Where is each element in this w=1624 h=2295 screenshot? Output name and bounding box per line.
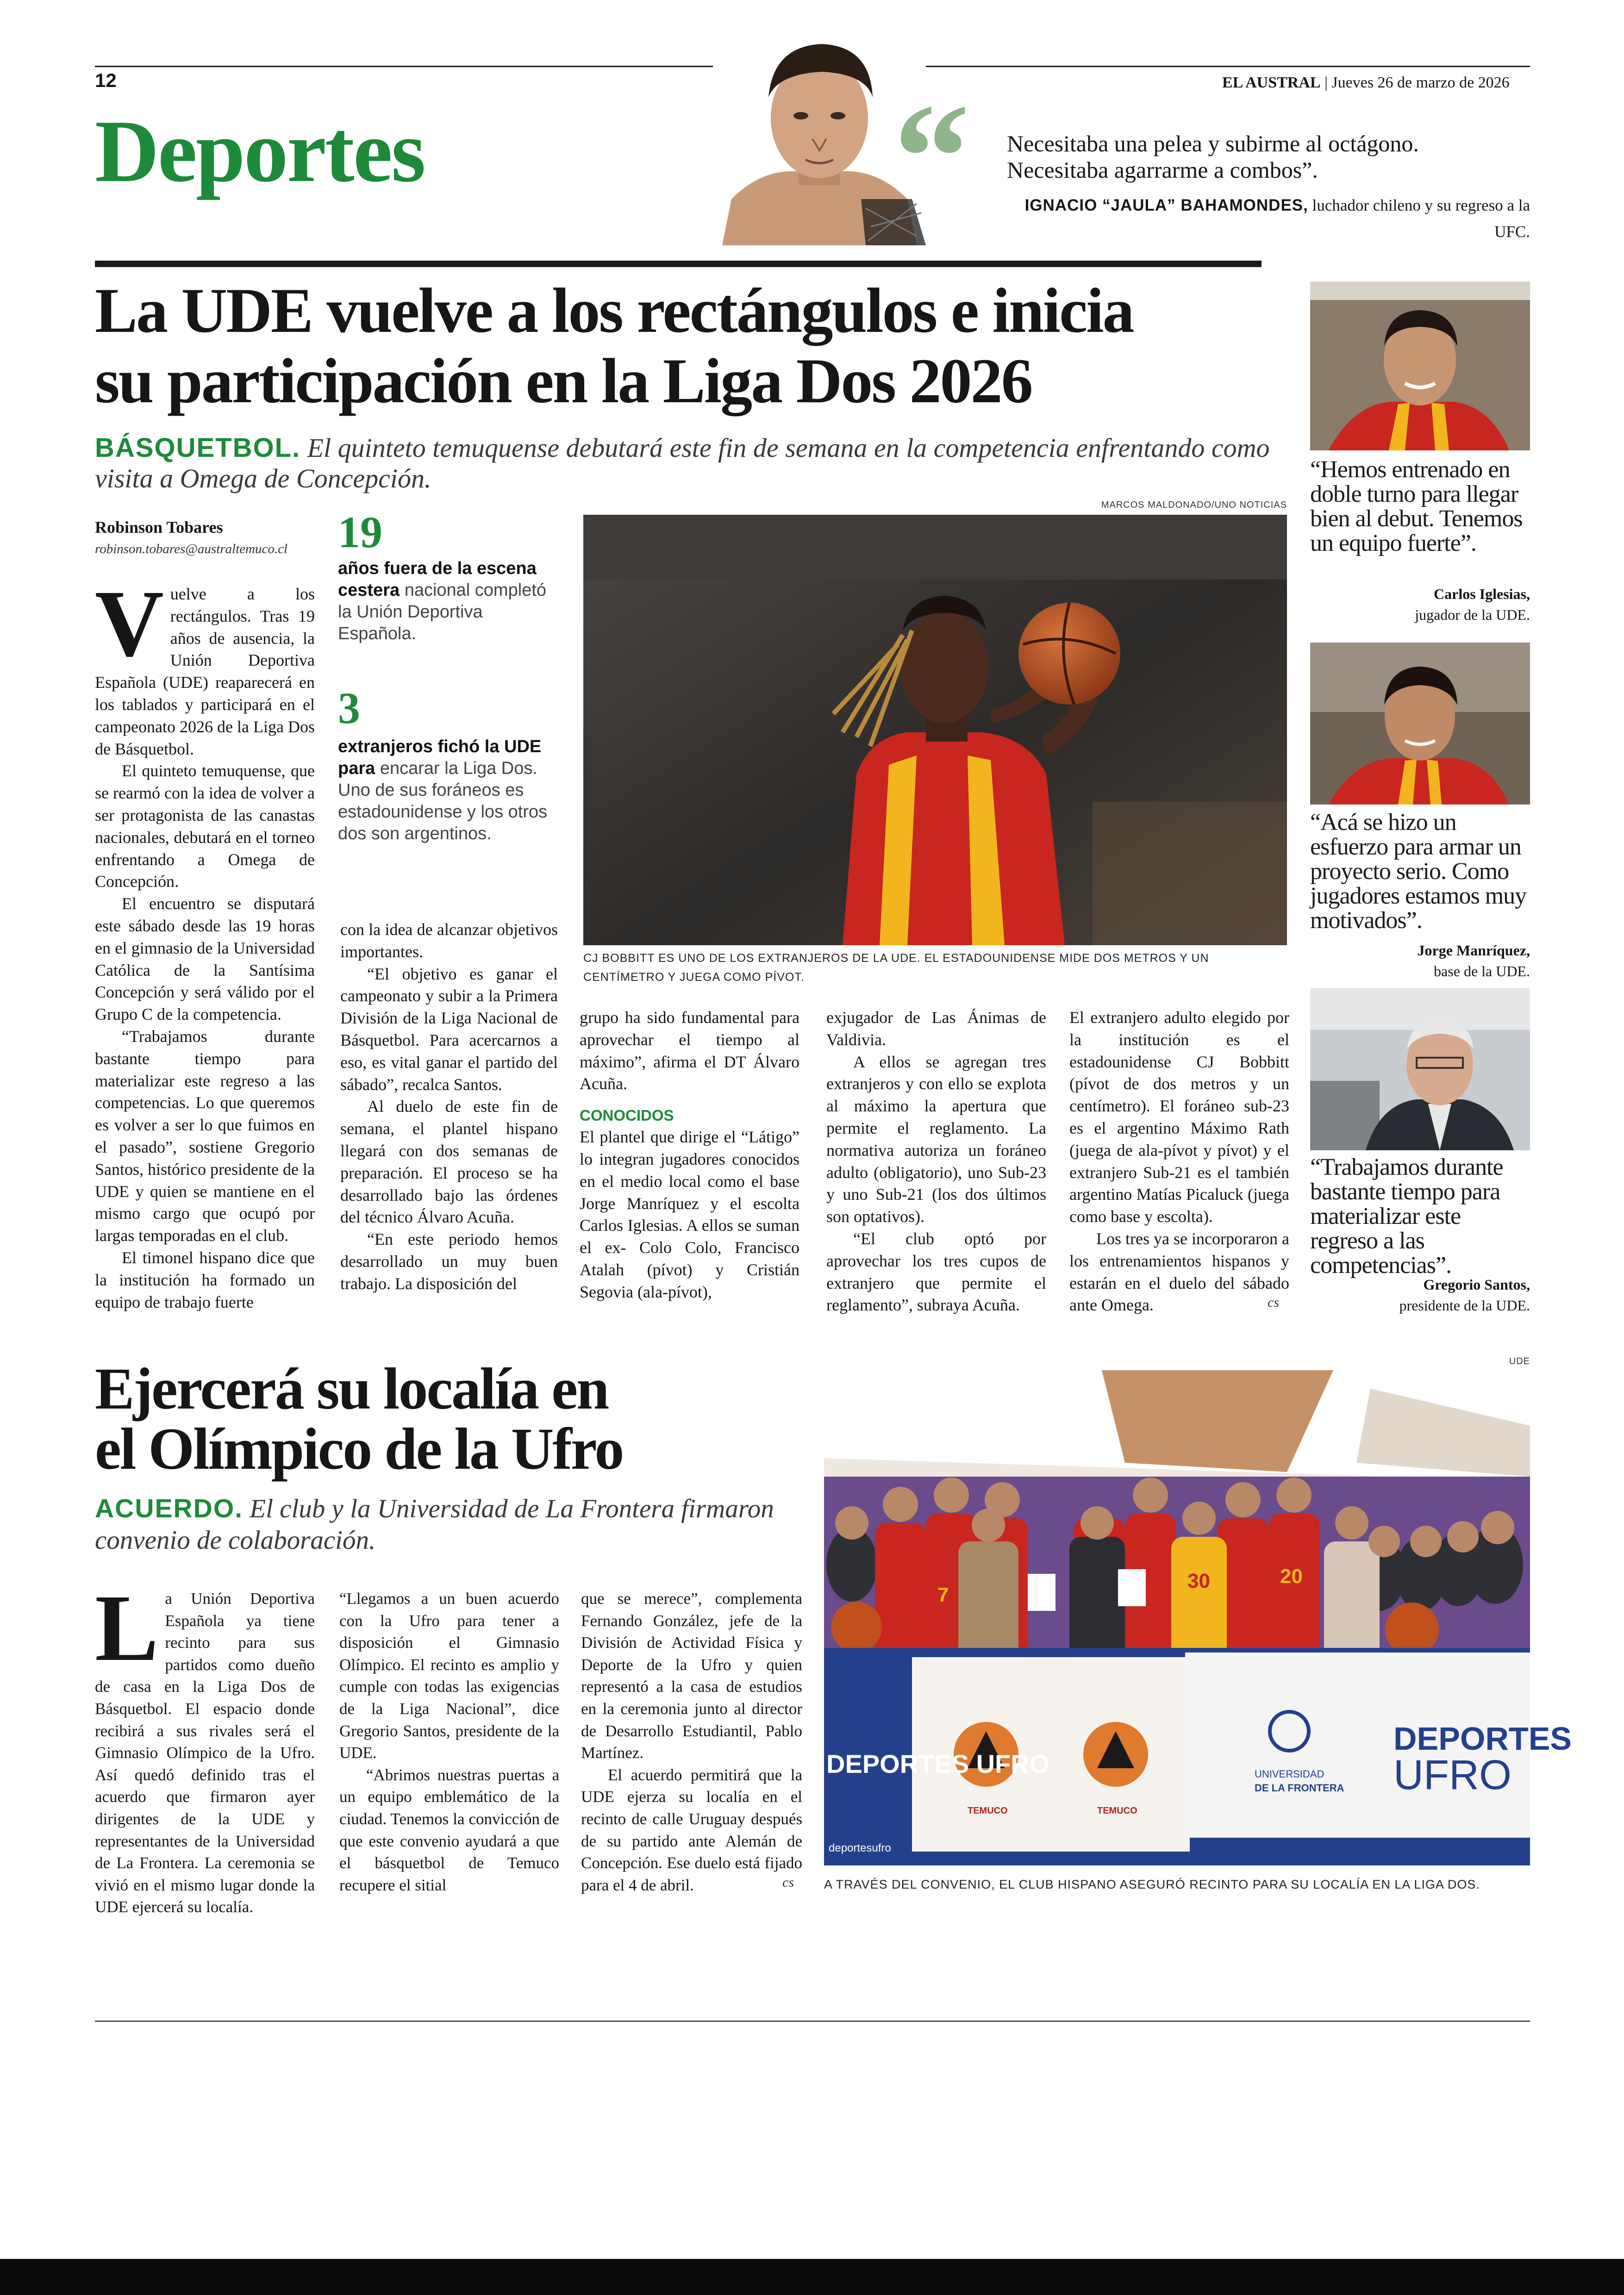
story-top-rule [95, 261, 1262, 267]
crest-label-2: TEMUCO [1097, 1806, 1137, 1816]
main-headline-line1: La UDE vuelve a los rectángulos e inicia [95, 275, 1133, 346]
main-col1-p5: El timonel hispano dice que la institución ha formado un equipo de trabajo fuerte [95, 1248, 315, 1311]
main-deck-text: El quinteto temuquense debutará este fin de semana en la competencia enfrentando como visita a Omega de Concepción. [95, 433, 1270, 493]
header-rule-left [95, 66, 736, 67]
second-kicker: ACUERDO. [95, 1494, 244, 1523]
bottom-bar [0, 2259, 1624, 2295]
stat2-bold: extranjeros fichó la UDE para [338, 737, 542, 778]
sidebar-name-3: Gregorio Santos, [1423, 1276, 1530, 1293]
main-photo [583, 515, 1287, 945]
main-col3-p2: El plantel que dirige el “Látigo” lo integran jugadores conocidos en el medio local como el base Jorge Manríquez y el escolta Carlos Iglesias. A ellos se suman el ex- Colo Colo, Francisco Atalah (pívot) y Cristián Segovia (ala-pívot), [580, 1128, 800, 1301]
quote-mark-icon: “ [893, 73, 970, 242]
second-dropcap: L [95, 1575, 159, 1681]
stat1-bold: años fuera de la escena cestera [338, 559, 537, 600]
masthead: EL AUSTRAL [1222, 74, 1321, 91]
second-col2-p2: “Abrimos nuestras puertas a un equipo emblemático de la ciudad. Tenemos la convicción de que este convenio ayudará a que el básquetbol de Temuco recupere el sitial [339, 1765, 559, 1894]
top-quote-attribution [986, 192, 1530, 245]
main-headline-line2: su participación en la Liga Dos 2026 [95, 345, 1032, 416]
main-kicker: BÁSQUETBOL. [95, 433, 301, 463]
main-deck [95, 433, 1280, 494]
header-rule-right [926, 66, 1530, 67]
sidebar-quote-2: “Acá se hizo un esfuerzo para armar un proyecto serio. Como jugadores estamos muy motivados”. [1310, 809, 1527, 934]
banner-univ-1: UNIVERSIDAD [1255, 1768, 1324, 1780]
banner-text-left: DEPORTES UFRO [826, 1749, 1050, 1778]
banner-handle: deportesufro [829, 1842, 891, 1854]
second-photo-caption: A TRAVÉS DEL CONVENIO, EL CLUB HISPANO ASEGURÓ RECINTO PARA SU LOCALÍA EN LA LIGA DOS. [824, 1877, 1480, 1891]
main-column-5 [1069, 1007, 1289, 1316]
sidebar-quote-3: “Trabajamos durante bastante tiempo para materializar este regreso a las competencias”. [1310, 1154, 1503, 1278]
jersey-number-3: 20 [1280, 1565, 1303, 1588]
main-photo-caption: CJ BOBBITT ES UNO DE LOS EXTRANJEROS DE LA UDE. EL ESTADOUNIDENSE MIDE DOS METROS Y UN CENTÍMETRO Y JUEGA COMO PÍVOT. [583, 952, 1209, 984]
sidebar-role-1: jugador de la UDE. [1415, 606, 1530, 623]
banner-text-right-1: DEPORTES [1393, 1721, 1572, 1757]
stat2-text: encarar la Liga Dos. Uno de sus foráneos es estadounidense y los otros dos son argentinos. [338, 759, 548, 843]
main-col4-p3: “El club optó por aprovechar los tres cupos de extranjero que permite el reglamento”, subraya Acuña. [826, 1229, 1046, 1315]
banner-univ-2: DE LA FRONTERA [1255, 1782, 1344, 1794]
second-column-2 [339, 1588, 559, 1896]
second-col3-p2: El acuerdo permitirá que la UDE ejerza su localía en el recinto de calle Uruguay después de su partido ante Alemán de Concepción. Ese duelo está fijado para el 4 de abril. [581, 1765, 802, 1894]
second-deck [95, 1493, 817, 1556]
stat1-text: nacional completó la Unión Deportiva Española. [338, 580, 546, 643]
crest-label-1: TEMUCO [968, 1806, 1008, 1816]
sidebar-role-3: presidente de la UDE. [1399, 1297, 1530, 1314]
second-deck-text: El club y la Universidad de La Frontera firmaron convenio de colaboración. [95, 1494, 774, 1555]
main-col2-p1: con la idea de alcanzar objetivos importantes. [340, 920, 558, 961]
main-col4-p1: exjugador de Las Ánimas de Valdivia. [826, 1008, 1046, 1049]
stat2 [338, 736, 558, 845]
second-end-mark: cs [782, 1875, 794, 1890]
main-end-mark: cs [1268, 1295, 1279, 1310]
second-col2-p1: “Llegamos a un buen acuerdo con la Ufro para tener a disposición el Gimnasio Olímpico. El recinto es amplio y cumple con todas las exigencias de la Liga Nacional”, dice Gregorio Santos, presidente de la UDE. [339, 1590, 559, 1762]
second-photo-credit: UDE [1509, 1356, 1530, 1366]
section-title: Deportes [95, 102, 425, 200]
sidebar-photo-santos [1310, 988, 1530, 1150]
top-quote-author: IGNACIO “JAULA” BAHAMONDES, [1024, 196, 1308, 214]
stat2-number: 3 [338, 683, 360, 733]
main-col2-p4: “En este periodo hemos desarrollado un muy buen trabajo. La disposición del [340, 1230, 558, 1293]
second-column-1 [95, 1575, 315, 1918]
main-col3-p1: grupo ha sido fundamental para aprovechar el tiempo al máximo”, afirma el DT Álvaro Acuña. [580, 1008, 800, 1093]
top-quote-role: luchador chileno y su regreso a la UFC. [1312, 196, 1530, 241]
main-photo-credit: MARCOS MALDONADO/UNO NOTICIAS [1101, 500, 1287, 510]
main-col1-p2: El quinteto temuquense, que se rearmó con la idea de volver a ser protagonista de las canastas nacionales, debutará en el torneo enfrentando a Omega de Concepción. [95, 761, 315, 891]
masthead-date: EL AUSTRAL | Jueves 26 de marzo de 2026 [1222, 74, 1510, 91]
byline-name: Robinson Tobares [95, 518, 223, 536]
second-headline [95, 1356, 817, 1482]
sidebar-role-2: base de la UDE. [1434, 963, 1530, 979]
sidebar-quote-1: “Hemos entrenado en doble turno para llegar bien al debut. Tenemos un equipo fuerte”. [1310, 456, 1523, 556]
second-col3-p1: que se merece”, complementa Fernando González, jefe de la División de Actividad Física y Deporte de la Ufro y quien representó a la casa de estudios en la ceremonia junto al director de Desarrollo Estudiantil, Pablo Martínez. [581, 1590, 802, 1762]
main-headline [95, 275, 1280, 416]
main-col5-p2: Los tres ya se incorporaron a los entrenamientos hispanos y estarán en el duelo del sábado ante Omega. [1069, 1229, 1289, 1315]
main-column-1 [95, 570, 315, 1313]
byline-email: robinson.tobares@australtemuco.cl [95, 542, 288, 556]
main-column-3 [580, 1007, 800, 1303]
page-number: 12 [95, 69, 117, 91]
bottom-rule [95, 2021, 1530, 2022]
main-col1-p4: “Trabajamos durante bastante tiempo para materializar este regreso a las competencias. Lo que queremos es volver a ser lo que fuimos en el pasado”, sostiene Gregorio Santos, histórico presidente de la UDE y quien se mantiene en el mismo cargo que ocupó por largas temporadas en el club. [95, 1027, 315, 1245]
main-col1-p1: uelve a los rectángulos. Tras 19 años de ausencia, la Unión Deportiva Española (UDE) reaparecerá en los tablados y participará en el campeonato 2026 de la Liga Dos de Básquetbol. [95, 585, 315, 758]
second-headline-line2: el Olímpico de la Ufro [95, 1416, 623, 1482]
date: Jueves 26 de marzo de 2026 [1331, 74, 1510, 91]
main-column-4 [826, 1007, 1046, 1316]
main-col4-p2: A ellos se agregan tres extranjeros y con ello se explota al máximo la apertura que permite el reglamento. La normativa autoriza un foráneo adulto (obligatorio), uno Sub-23 y uno Sub-21 (los dos últimos son optativos). [826, 1052, 1046, 1226]
sidebar-name-2: Jorge Manríquez, [1417, 942, 1530, 959]
main-dropcap: V [95, 570, 164, 676]
sidebar-photo-manriquez [1310, 642, 1530, 804]
banner-text-right-2: UFRO [1393, 1752, 1512, 1798]
main-col1-p3: El encuentro se disputará este sábado desde las 19 horas en el gimnasio de la Universidad Católica de la Santísima Concepción y será válido por el Grupo C de la competencia. [95, 894, 315, 1024]
second-col1-p1: a Unión Deportiva Española ya tiene recinto para sus partidos como dueño de casa en la Liga Dos de Básquetbol. El espacio donde recibirá a sus rivales será el Gimnasio Olímpico de la Ufro. Así quedó definido tras el acuerdo que firmaron ayer dirigentes de la UDE y representantes de la Universidad de La Frontera. La ceremonia se vivió en el mismo lugar donde la UDE ejercerá su localía. [95, 1590, 315, 1916]
second-column-3 [581, 1588, 802, 1896]
jersey-number-1: 7 [937, 1584, 949, 1606]
stat1 [338, 558, 558, 645]
main-col2-p2: “El objetivo es ganar el campeonato y subir a la Primera División de la Liga Nacional de Básquetbol. Para acercarnos a eso, es vital ganar el partido del sábado”, recalca Santos. [340, 964, 558, 1094]
sidebar-name-1: Carlos Iglesias, [1434, 586, 1530, 602]
group-photo [824, 1370, 1572, 1865]
main-col3-subhead: CONOCIDOS [580, 1107, 674, 1124]
top-quote-text: Necesitaba una pelea y subirme al octágono. Necesitaba agarrarme a combos”. [1007, 131, 1419, 183]
main-column-2 [340, 919, 558, 1295]
main-col5-p1: El extranjero adulto elegido por la institución es el estadounidense CJ Bobbitt (pívot de dos metros y un centímetro). El foráneo sub-23 es el argentino Máximo Rath (juega de ala-pívot y pívot) y el extranjero Sub-21 es el también argentino Matías Picaluck (juega como base y escolta). [1069, 1008, 1289, 1226]
stat1-number: 19 [338, 507, 382, 557]
jersey-number-2: 30 [1187, 1570, 1210, 1592]
second-headline-line1: Ejercerá su localía en [95, 1356, 608, 1422]
main-col2-p3: Al duelo de este fin de semana, el plantel hispano llegará con dos semanas de preparación. El proceso se ha desarrollado bajo las órdenes del técnico Álvaro Acuña. [340, 1097, 558, 1227]
sidebar-photo-iglesias [1310, 281, 1530, 450]
